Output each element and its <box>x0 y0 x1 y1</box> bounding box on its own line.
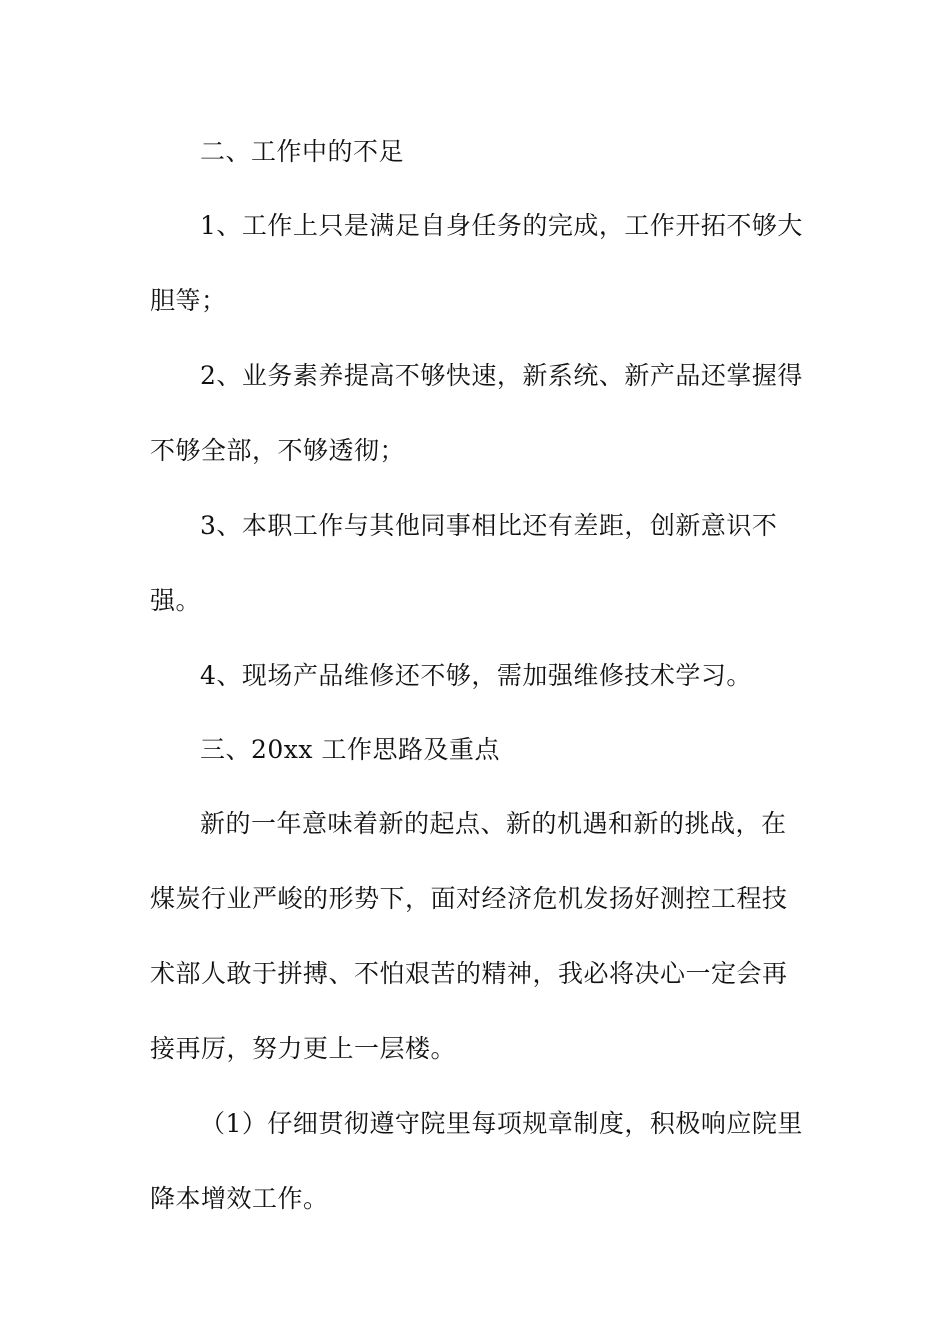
paragraph-line: 3、本职工作与其他同事相比还有差距，创新意识不 <box>200 511 778 540</box>
paragraph-line: 2、业务素养提高不够快速，新系统、新产品还掌握得 <box>200 361 803 390</box>
paragraph-line: 不够全部，不够透彻； <box>150 436 406 465</box>
paragraph-line: 降本增效工作。 <box>150 1184 329 1213</box>
paragraph-line: 接再厉，努力更上一层楼。 <box>150 1034 457 1063</box>
paragraph-line: 新的一年意味着新的起点、新的机遇和新的挑战，在 <box>200 809 787 838</box>
paragraph-line: （1）仔细贯彻遵守院里每项规章制度，积极响应院里 <box>200 1109 803 1138</box>
section-heading-shortcomings: 二、工作中的不足 <box>200 137 405 166</box>
paragraph-line: 4、现场产品维修还不够，需加强维修技术学习。 <box>200 661 752 690</box>
paragraph-line: 煤炭行业严峻的形势下，面对经济危机发扬好测控工程技 <box>150 884 788 913</box>
paragraph-line: 术部人敢于拼搏、不怕艰苦的精神，我必将决心一定会再 <box>150 959 788 988</box>
paragraph-line: 强。 <box>150 586 202 615</box>
section-heading-plan: 三、20xx 工作思路及重点 <box>200 735 500 764</box>
paragraph-line: 胆等； <box>150 286 227 315</box>
paragraph-line: 1、工作上只是满足自身任务的完成，工作开拓不够大 <box>200 211 803 240</box>
